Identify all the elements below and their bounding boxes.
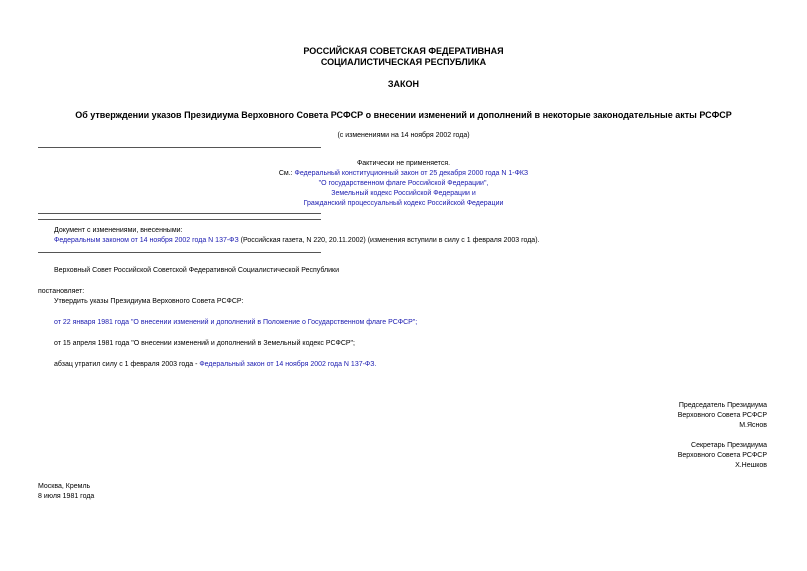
repealed-end: . <box>374 361 377 368</box>
resolves-text: постановляет: <box>38 288 85 295</box>
repealed-separator: - <box>193 361 200 368</box>
doc-type: ЗАКОН <box>387 79 420 89</box>
divider <box>38 219 321 220</box>
secretary-name: Х.Нешков <box>735 462 767 469</box>
decree-land-code: от 15 апреля 1981 года "О внесении изменений и дополнений в Земельный кодекс РСФСР"; <box>54 340 355 347</box>
see-prefix: См.: <box>278 170 295 177</box>
secretary-title-1: Секретарь Президиума <box>691 442 767 449</box>
divider <box>38 252 321 253</box>
divider <box>38 213 321 214</box>
secretary-title-2: Верховного Совета РСФСР <box>677 452 767 459</box>
repealed-text: абзац утратил силу с 1 февраля 2003 года <box>54 361 194 368</box>
link-civil-procedure-code[interactable]: Гражданский процессуальный кодекс Российской Федерации <box>303 200 504 207</box>
chair-name: М.Яснов <box>739 422 767 429</box>
authority-text: Верховный Совет Российской Советской Федеративной Социалистической Республики <box>54 267 339 274</box>
header-line-2: СОЦИАЛИСТИЧЕСКАЯ РЕСПУБЛИКА <box>320 57 487 67</box>
changes-label: Документ с изменениями, внесенными: <box>54 227 183 234</box>
repealed-paragraph <box>54 360 376 369</box>
chair-title-2: Верховного Совета РСФСР <box>677 412 767 419</box>
date: 8 июля 1981 года <box>38 493 95 500</box>
place: Москва, Кремль <box>38 483 91 490</box>
edition-note: (с изменениями на 14 ноября 2002 года) <box>337 132 470 139</box>
divider <box>38 147 321 148</box>
header-line-1: РОССИЙСКАЯ СОВЕТСКАЯ ФЕДЕРАТИВНАЯ <box>303 46 504 56</box>
link-land-code[interactable]: Земельный кодекс Российской Федерации и <box>331 190 476 197</box>
approve-text: Утвердить указы Президиума Верховного Совета РСФСР: <box>54 298 244 305</box>
link-repealing-law[interactable]: Федеральный закон от 14 ноября 2002 года N 137-ФЗ <box>199 361 375 368</box>
see-line <box>0 169 807 178</box>
changes-tail: (Российская газета, N 220, 20.11.2002) (изменения вступили в силу с 1 февраля 2003 года). <box>238 237 540 244</box>
link-federal-law-137[interactable]: Федеральным законом от 14 ноября 2002 года N 137-ФЗ <box>54 237 239 244</box>
chair-title-1: Председатель Президиума <box>678 402 767 409</box>
status-note: Фактически не применяется. <box>356 160 451 167</box>
link-decree-flag[interactable]: от 22 января 1981 года "О внесении изменений и дополнений в Положение о Государственном флаге РСФСР"; <box>54 319 418 326</box>
link-flag-law[interactable]: Федеральный конституционный закон от 25 декабря 2000 года N 1-ФКЗ <box>294 170 529 177</box>
page-title: Об утверждении указов Президиума Верховного Совета РСФСР о внесении изменений и дополнений в некоторые законодательные акты РСФСР <box>75 110 732 120</box>
link-flag-law-title[interactable]: "О государственном флаге Российской Федерации", <box>318 180 489 187</box>
changes-line <box>54 236 539 245</box>
